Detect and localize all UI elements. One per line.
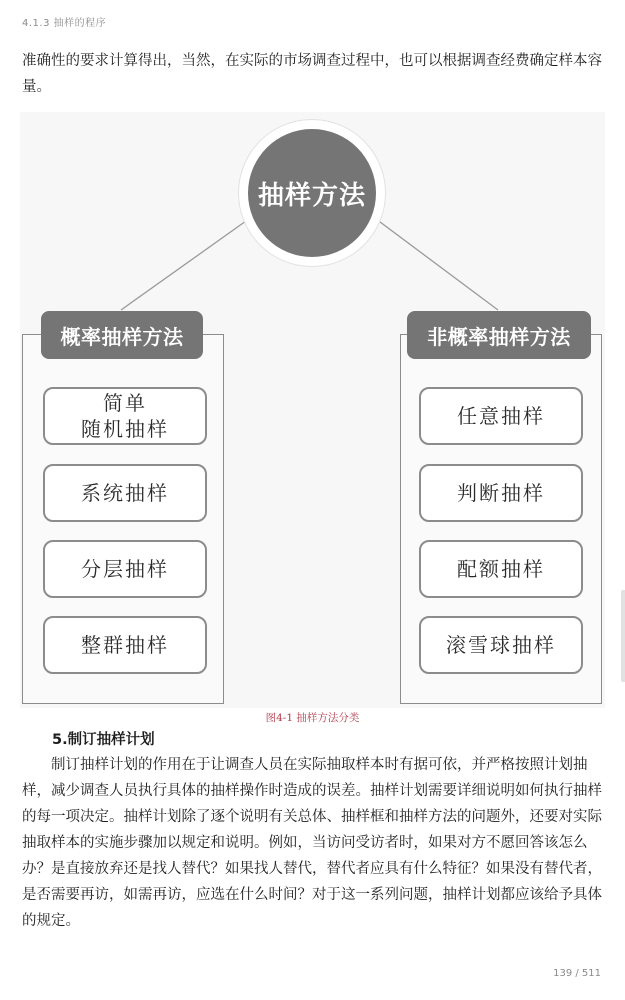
systematic-sampling: 系统抽样 [43,464,207,522]
probability-sampling-group [22,324,224,704]
quota-sampling: 配额抽样 [419,540,583,598]
connector-right [372,216,498,310]
section-heading: 5.制订抽样计划 [52,732,155,748]
root-node-ring [239,120,385,266]
intro-paragraph: 准确性的要求计算得出，当然，在实际的市场调查过程中，也可以根据调查经费确定样本容量。 [22,53,602,95]
stratified-sampling: 分层抽样 [43,540,207,598]
section-header: 4.1.3 抽样的程序 [22,18,107,29]
figure-caption: 图4-1 抽样方法分类 [265,712,360,724]
scrollbar-handle[interactable] [621,590,625,682]
cluster-sampling: 整群抽样 [43,616,207,674]
judgment-sampling: 判断抽样 [419,464,583,522]
root-node: 抽样方法 [248,129,376,257]
sampling-methods-diagram [20,112,605,708]
non-probability-sampling-group [400,324,602,704]
section-paragraph: 制订抽样计划的作用在于让调查人员在实际抽取样本时有据可依，并严格按照计划抽样，减少调查人员执行具体的抽样操作时造成的误差。抽样计划需要详细说明如何执行抽样的每一项决定。抽样计划除了逐个说明有关总体、抽样框和抽样方法的问题外，还要对实际抽取样本的实施步骤加以规定和说明。例如，当访问受访者时，如果对方不愿回答该怎么办？是直接放弃还是找人替代？如果找人替代，替代者应具有什么特征？如果没有替代者，是否需要再访，如需再访，应选在什么时间？对于这一系列问题，抽样计划都应该给予具体的规定。 [22,757,602,929]
probability-sampling-title: 概率抽样方法 [41,311,203,359]
non-probability-sampling-title: 非概率抽样方法 [407,311,591,359]
connector-left [121,216,253,310]
convenience-sampling: 任意抽样 [419,387,583,445]
simple-random-sampling: 简单 随机抽样 [43,387,207,445]
snowball-sampling: 滚雪球抽样 [419,616,583,674]
page-number: 139 / 511 [553,968,601,979]
